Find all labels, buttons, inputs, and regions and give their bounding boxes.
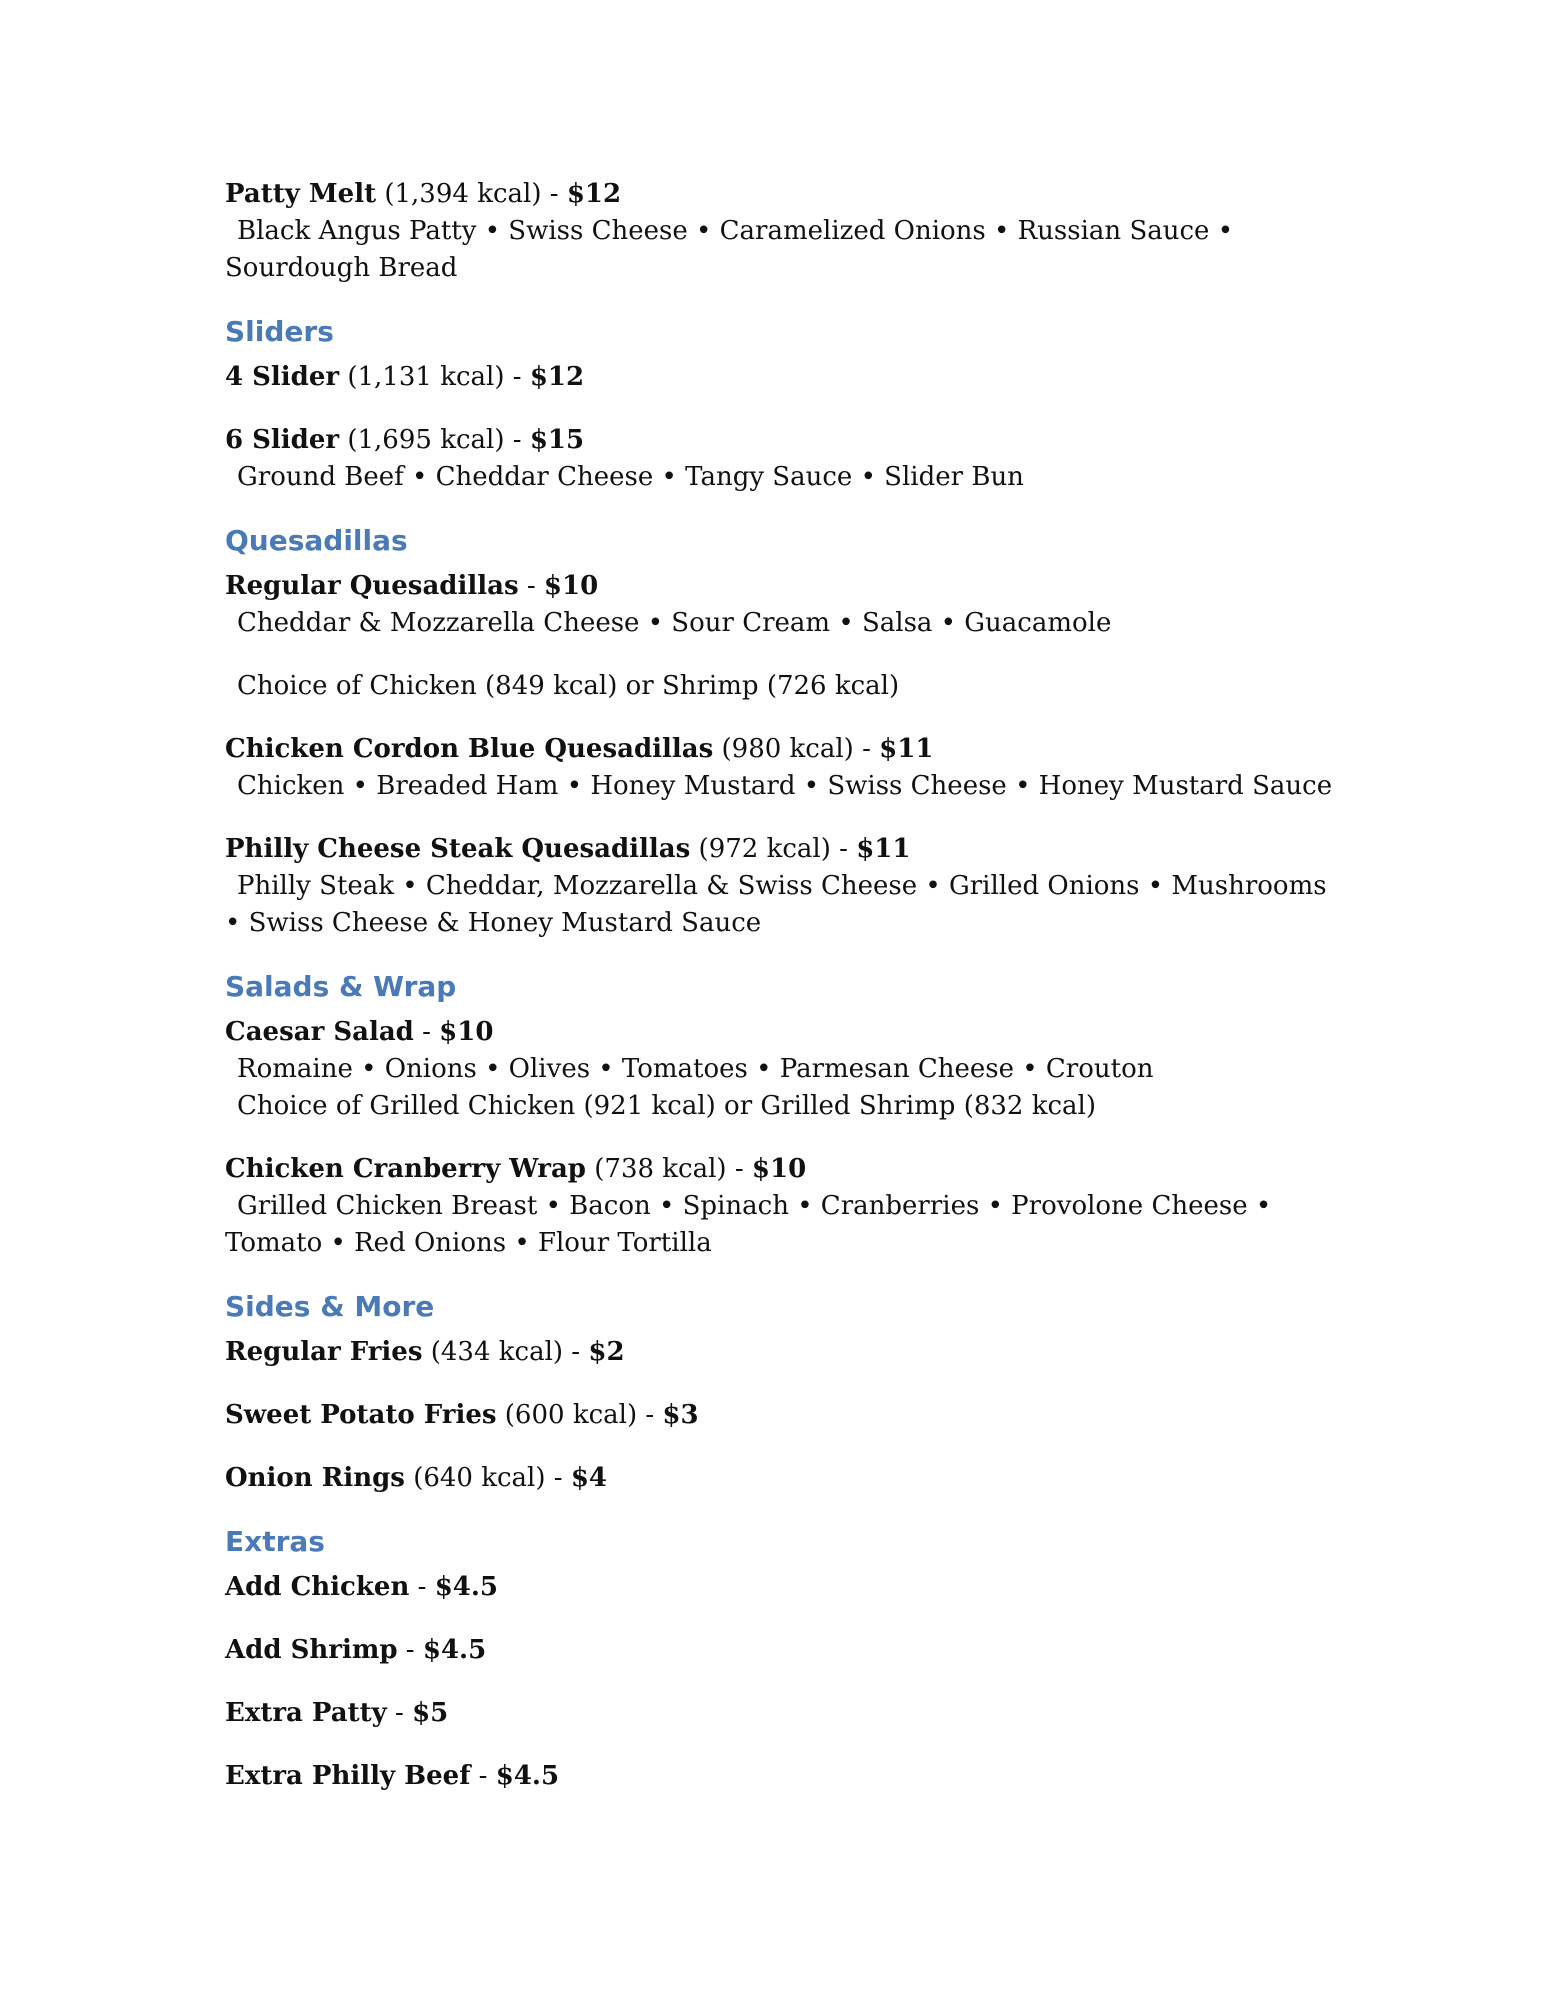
menu-item-description: Philly Steak • Cheddar, Mozzarella & Swiss Cheese • Grilled Onions • Mushrooms • Swiss Cheese & Honey Mustard Sauce [225, 871, 1327, 938]
menu-item-name: Onion Rings [225, 1463, 405, 1493]
menu-section-salads-and-wrap [225, 968, 1335, 1262]
menu-item-title [225, 1151, 1335, 1188]
menu-section-sides-and-more [225, 1288, 1335, 1497]
menu-item-name: Patty Melt [225, 179, 377, 209]
menu-item-title [225, 731, 1335, 768]
menu-item-description: Romaine • Onions • Olives • Tomatoes • Parmesan Cheese • Crouton [237, 1054, 1154, 1084]
menu-item-price: $11 [856, 834, 911, 864]
menu-item-calories: (738 kcal) [594, 1154, 727, 1184]
menu-item-philly-cheese-steak-quesadillas [225, 831, 1335, 942]
menu-item-extra-philly-beef [225, 1758, 1335, 1795]
price-separator: - [504, 362, 530, 392]
menu-item-calories: (640 kcal) [413, 1463, 546, 1493]
menu-item-title [225, 568, 1335, 605]
price-separator: - [470, 1761, 496, 1791]
menu-item-name: 4 Slider [225, 362, 340, 392]
menu-item-name: Philly Cheese Steak Quesadillas [225, 834, 691, 864]
menu-item-name: Extra Patty [225, 1698, 387, 1728]
menu-item-description: Cheddar & Mozzarella Cheese • Sour Cream • Salsa • Guacamole [237, 608, 1112, 638]
menu-item-name: Chicken Cordon Blue Quesadillas [225, 734, 714, 764]
menu-item-title [225, 1397, 1335, 1434]
menu-item-description: Ground Beef • Cheddar Cheese • Tangy Sauce • Slider Bun [237, 462, 1024, 492]
menu-item-name: Sweet Potato Fries [225, 1400, 497, 1430]
menu-item-name: Chicken Cranberry Wrap [225, 1154, 586, 1184]
menu-item-description: Chicken • Breaded Ham • Honey Mustard • Swiss Cheese • Honey Mustard Sauce [237, 771, 1333, 801]
menu-item-price: $10 [751, 1154, 807, 1184]
menu-item-name: Regular Fries [225, 1337, 423, 1367]
price-separator: - [830, 834, 857, 864]
menu-item-price: $4 [570, 1463, 608, 1493]
price-separator: - [541, 179, 567, 209]
menu-item-title [225, 1014, 1335, 1051]
menu-item-name: Regular Quesadillas [225, 571, 519, 601]
menu-item-title [225, 359, 1335, 396]
menu-section-quesadillas [225, 522, 1335, 942]
menu-item-onion-rings [225, 1460, 1335, 1497]
menu-item-calories: (600 kcal) [504, 1400, 638, 1430]
menu-item-caesar-salad [225, 1014, 1335, 1125]
menu-item-price: $10 [439, 1017, 494, 1047]
menu-section-sliders [225, 313, 1335, 496]
menu-item-price: $12 [529, 362, 585, 392]
price-separator: - [637, 1400, 663, 1430]
menu-item-name: Extra Philly Beef [225, 1761, 471, 1791]
menu-item-name: 6 Slider [225, 425, 340, 455]
section-heading: Salads & Wrap [225, 970, 457, 1003]
menu-item-choice-note: Choice of Chicken (849 kcal) or Shrimp (726 kcal) [237, 671, 900, 701]
menu-item-calories: (980 kcal) [721, 734, 854, 764]
menu-item-calories: (1,394 kcal) [384, 179, 542, 209]
menu-item-price: $12 [566, 179, 622, 209]
menu-section-extras [225, 1523, 1335, 1795]
menu-item-price: $15 [529, 425, 585, 455]
menu-item-price: $4.5 [434, 1572, 499, 1602]
price-separator: - [518, 571, 544, 601]
menu-item-price: $2 [588, 1337, 625, 1367]
menu-item-title [225, 1460, 1335, 1497]
menu-item-chicken-cordon-blue-quesadillas [225, 731, 1335, 805]
menu-page [225, 176, 1335, 1821]
menu-item-calories: (1,695 kcal) [347, 425, 505, 455]
price-separator: - [413, 1017, 440, 1047]
section-heading: Extras [225, 1525, 325, 1558]
section-heading: Quesadillas [225, 524, 408, 557]
menu-item-title [225, 1334, 1335, 1371]
price-separator: - [397, 1635, 423, 1665]
menu-item-title [225, 1695, 1335, 1732]
menu-item-4-slider [225, 359, 1335, 396]
menu-item-price: $4.5 [495, 1761, 560, 1791]
menu-item-extra-patty [225, 1695, 1335, 1732]
menu-item-6-slider [225, 422, 1335, 496]
menu-item-name: Add Shrimp [225, 1635, 398, 1665]
section-heading: Sliders [225, 315, 334, 348]
menu-item-add-shrimp [225, 1632, 1335, 1669]
menu-item-title [225, 1758, 1335, 1795]
menu-item-price: $10 [543, 571, 599, 601]
menu-item-sweet-potato-fries [225, 1397, 1335, 1434]
menu-item-add-chicken [225, 1569, 1335, 1606]
price-separator: - [409, 1572, 435, 1602]
menu-item-name: Add Chicken [225, 1572, 410, 1602]
price-separator: - [504, 425, 530, 455]
menu-item-regular-fries [225, 1334, 1335, 1371]
section-heading: Sides & More [225, 1290, 435, 1323]
menu-item-title [225, 1569, 1335, 1606]
price-separator: - [726, 1154, 752, 1184]
price-separator: - [545, 1463, 571, 1493]
menu-item-regular-quesadillas [225, 568, 1335, 705]
menu-item-price: $3 [662, 1400, 699, 1430]
menu-item-calories: (434 kcal) [430, 1337, 564, 1367]
price-separator: - [386, 1698, 413, 1728]
menu-item-patty-melt [225, 176, 1335, 287]
price-separator: - [853, 734, 880, 764]
menu-item-description: Grilled Chicken Breast • Bacon • Spinach • Cranberries • Provolone Cheese • Tomato • Red Onions • Flour Tortilla [225, 1191, 1272, 1258]
menu-item-price: $5 [412, 1698, 449, 1728]
menu-item-title [225, 422, 1335, 459]
menu-item-name: Caesar Salad [225, 1017, 414, 1047]
price-separator: - [563, 1337, 589, 1367]
menu-item-price: $11 [879, 734, 934, 764]
menu-item-title [225, 176, 1335, 213]
menu-item-chicken-cranberry-wrap [225, 1151, 1335, 1262]
menu-item-calories: (1,131 kcal) [347, 362, 505, 392]
menu-item-description: Choice of Grilled Chicken (921 kcal) or Grilled Shrimp (832 kcal) [237, 1091, 1097, 1121]
menu-section-burgers [225, 176, 1335, 287]
menu-item-title [225, 1632, 1335, 1669]
menu-item-title [225, 831, 1335, 868]
menu-item-price: $4.5 [422, 1635, 487, 1665]
menu-item-description: Black Angus Patty • Swiss Cheese • Caramelized Onions • Russian Sauce • Sourdough Bread [225, 216, 1234, 283]
menu-item-calories: (972 kcal) [698, 834, 831, 864]
